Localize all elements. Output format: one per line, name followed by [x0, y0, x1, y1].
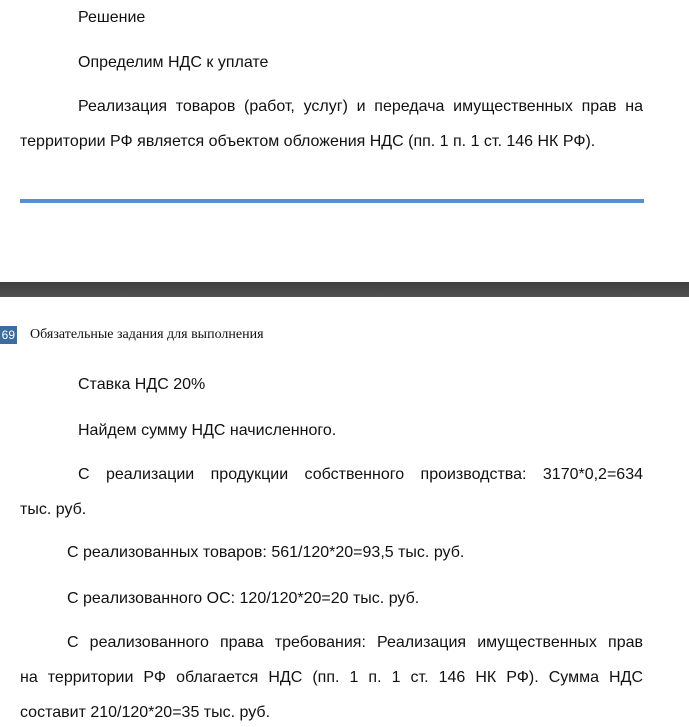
fixed-assets-line: С реализованного ОС: 120/120*20=20 тыс. руб.	[67, 590, 420, 607]
determine-vat-line: Определим НДС к уплате	[78, 54, 269, 71]
vat-rate-line: Ставка НДС 20%	[78, 376, 206, 393]
goods-sold-line: С реализованных товаров: 561/120*20=93,5 тыс. руб.	[67, 544, 465, 561]
page-bottom	[0, 297, 689, 727]
paragraph1-line1: Реализация товаров (работ, услуг) и передача имущественных прав на	[78, 98, 643, 115]
claim-line3: составит 210/120*20=35 тыс. руб.	[20, 704, 271, 721]
page-number-badge: 69	[1, 328, 15, 342]
section-divider	[20, 199, 644, 203]
page-gap	[0, 282, 689, 297]
own-production-line2: тыс. руб.	[20, 501, 87, 518]
claim-line1: С реализованного права требования: Реализация имущественных прав	[67, 634, 643, 651]
own-production-line1: С реализации продукции собственного производства: 3170*0,2=634	[78, 466, 643, 483]
solution-heading: Решение	[78, 9, 146, 26]
claim-line2: на территории РФ облагается НДС (пп. 1 п. 1 ст. 146 НК РФ). Сумма НДС	[20, 669, 643, 686]
running-header: Обязательные задания для выполнения	[30, 327, 264, 342]
paragraph1-line2: территории РФ является объектом обложения НДС (пп. 1 п. 1 ст. 146 НК РФ).	[20, 133, 596, 150]
find-vat-line: Найдем сумму НДС начисленного.	[78, 422, 337, 439]
